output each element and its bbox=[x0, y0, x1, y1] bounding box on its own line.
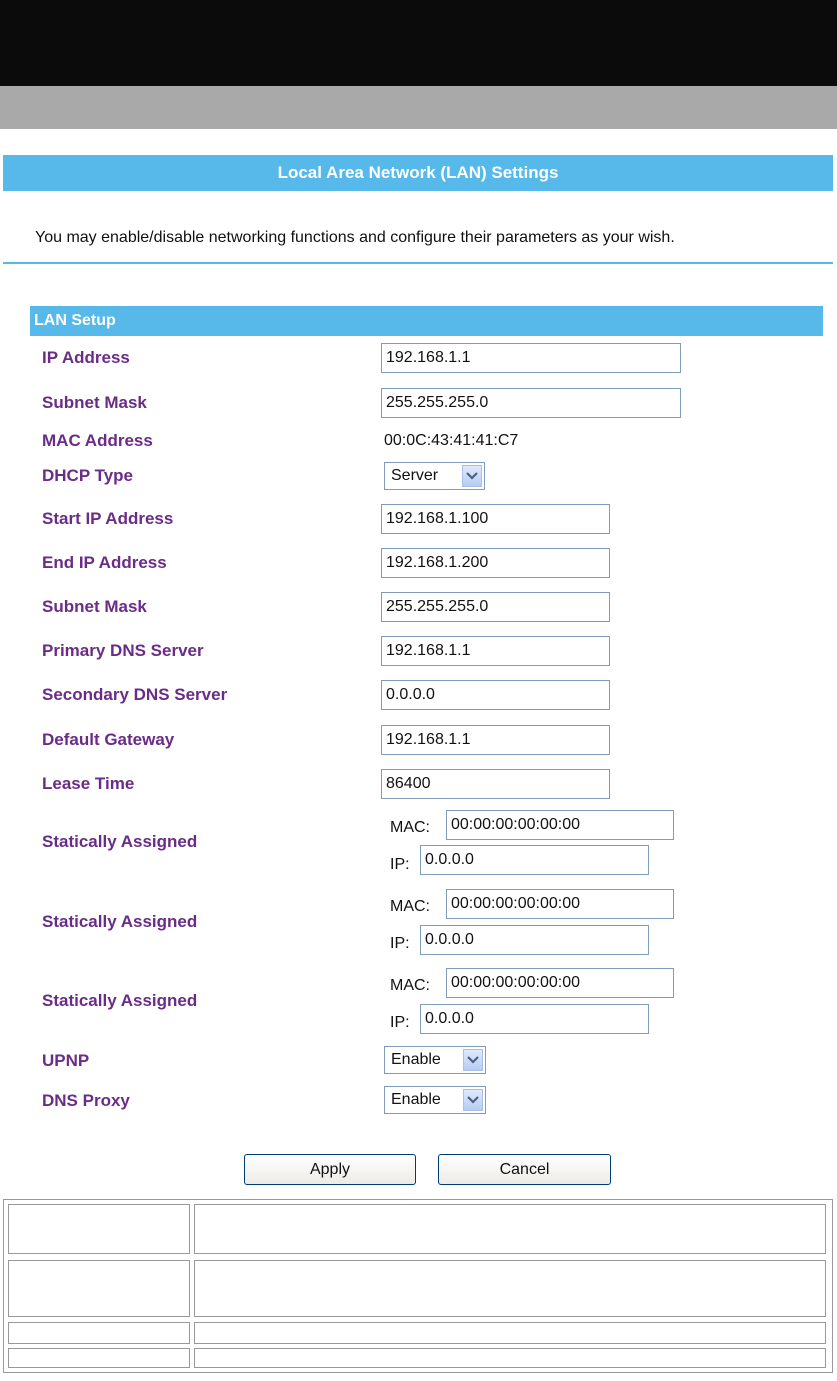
chevron-down-icon[interactable] bbox=[463, 1049, 483, 1071]
ip-address-label: IP Address bbox=[42, 348, 130, 367]
dhcp-type-label: DHCP Type bbox=[42, 466, 134, 485]
static-ip-input[interactable] bbox=[420, 925, 649, 955]
secondary-dns-label: Secondary DNS Server bbox=[42, 685, 228, 704]
apply-button[interactable]: Apply bbox=[244, 1154, 416, 1185]
dhcp-type-select[interactable] bbox=[384, 462, 485, 490]
end-ip-input[interactable] bbox=[381, 548, 610, 578]
dhcp-subnet-mask-input[interactable] bbox=[381, 592, 610, 622]
static-ip-input[interactable] bbox=[420, 845, 649, 875]
start-ip-label: Start IP Address bbox=[42, 509, 174, 528]
secondary-dns-input[interactable] bbox=[381, 680, 610, 710]
mac-address-value: 00:0C:43:41:41:C7 bbox=[384, 432, 519, 449]
static-assignment-label: Statically Assigned bbox=[42, 832, 198, 851]
chevron-down-icon[interactable] bbox=[463, 1089, 483, 1111]
end-ip-label: End IP Address bbox=[42, 553, 167, 572]
static-mac-label: MAC: bbox=[390, 819, 430, 836]
dns-proxy-value: Enable bbox=[391, 1091, 441, 1108]
dns-proxy-label: DNS Proxy bbox=[42, 1091, 130, 1110]
table-cell bbox=[194, 1348, 826, 1368]
upnp-select[interactable] bbox=[384, 1046, 486, 1074]
start-ip-input[interactable] bbox=[381, 504, 610, 534]
static-mac-label: MAC: bbox=[390, 977, 430, 994]
default-gateway-input[interactable] bbox=[381, 725, 610, 755]
mac-address-label: MAC Address bbox=[42, 431, 153, 450]
divider bbox=[3, 262, 833, 264]
static-mac-label: MAC: bbox=[390, 898, 430, 915]
default-gateway-label: Default Gateway bbox=[42, 730, 175, 749]
dhcp-type-value: Server bbox=[391, 467, 439, 484]
static-mac-input[interactable] bbox=[446, 810, 674, 840]
primary-dns-label: Primary DNS Server bbox=[42, 641, 204, 660]
static-ip-label: IP: bbox=[390, 935, 410, 952]
static-mac-input[interactable] bbox=[446, 968, 674, 998]
subnet-mask-label: Subnet Mask bbox=[42, 393, 147, 412]
ip-address-input[interactable] bbox=[381, 343, 681, 373]
page-description: You may enable/disable networking functions and configure their parameters as your wish. bbox=[35, 229, 675, 246]
table-cell bbox=[8, 1204, 190, 1254]
table-cell bbox=[194, 1260, 826, 1317]
sub-header-bar bbox=[0, 86, 837, 129]
lease-time-label: Lease Time bbox=[42, 774, 135, 793]
primary-dns-input[interactable] bbox=[381, 636, 610, 666]
table-cell bbox=[194, 1204, 826, 1254]
table-cell bbox=[8, 1260, 190, 1317]
static-ip-label: IP: bbox=[390, 1014, 410, 1031]
upnp-value: Enable bbox=[391, 1051, 441, 1068]
table-cell bbox=[8, 1322, 190, 1344]
chevron-down-icon[interactable] bbox=[462, 465, 482, 487]
static-assignment-label: Statically Assigned bbox=[42, 912, 198, 931]
dhcp-subnet-mask-label: Subnet Mask bbox=[42, 597, 147, 616]
section-header-lan-setup: LAN Setup bbox=[30, 306, 823, 336]
dns-proxy-select[interactable] bbox=[384, 1086, 486, 1114]
top-header-bar bbox=[0, 0, 837, 86]
upnp-label: UPNP bbox=[42, 1051, 90, 1070]
static-assignment-label: Statically Assigned bbox=[42, 991, 198, 1010]
table-cell bbox=[194, 1322, 826, 1344]
cancel-button[interactable]: Cancel bbox=[438, 1154, 611, 1185]
static-ip-input[interactable] bbox=[420, 1004, 649, 1034]
static-mac-input[interactable] bbox=[446, 889, 674, 919]
lease-time-input[interactable] bbox=[381, 769, 610, 799]
table-cell bbox=[8, 1348, 190, 1368]
page-title: Local Area Network (LAN) Settings bbox=[3, 155, 833, 191]
static-ip-label: IP: bbox=[390, 856, 410, 873]
subnet-mask-input[interactable] bbox=[381, 388, 681, 418]
info-table bbox=[3, 1199, 833, 1373]
